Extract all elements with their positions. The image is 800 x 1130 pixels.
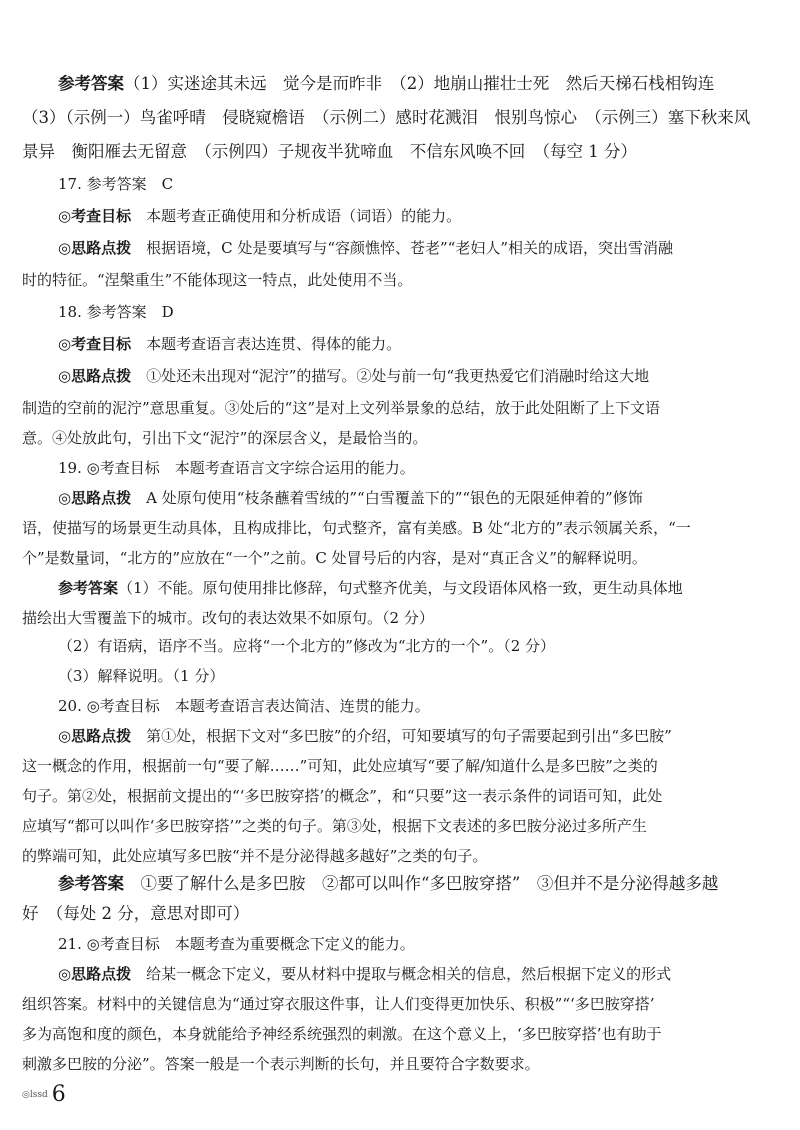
text-line (58, 173, 782, 195)
text-line (22, 755, 782, 777)
line-text: 应填写“都可以叫作‘多巴胺穿搭’”之类的句子。第③处，根据下文表述的多巴胺分泌过多所产生 (22, 817, 647, 835)
label-keyword: ◎思路点拨 (58, 489, 132, 507)
line-text: （3）（示例一）鸟雀呼晴 侵晓窥檐语 （示例二）感时花溅泪 恨别鸟惊心 （示例三）塞下秋来风 (22, 108, 751, 127)
text-line (22, 903, 782, 925)
footer-mark: ◎lssd (22, 1090, 48, 1100)
line-text: 组织答案。材料中的关键信息为“通过穿衣服这件事，让人们变得更加快乐、积极”“‘多巴胺穿搭’ (22, 995, 655, 1013)
text-line (58, 695, 782, 717)
line-text: （3）解释说明。（1 分） (58, 667, 225, 685)
line-text: 21. ◎考查目标 本题考查为重要概念下定义的能力。 (58, 935, 415, 953)
text-line (58, 577, 782, 599)
text-line (58, 963, 782, 985)
line-text: 刺激多巴胺的分泌”。答案一般是一个表示判断的长句，并且要符合字数要求。 (22, 1055, 540, 1073)
text-line (58, 725, 782, 747)
text-line (58, 365, 782, 387)
text-line (58, 665, 782, 687)
text-line (58, 73, 782, 95)
label-keyword: ◎思路点拨 (58, 239, 132, 257)
line-text: （1）实迷途其未远 觉今是而昨非 （2）地崩山摧壮士死 然后天梯石栈相钩连 (124, 74, 715, 93)
text-line (58, 635, 782, 657)
label-keyword: 参考答案 (58, 579, 119, 597)
label-keyword: ◎考查目标 (58, 335, 132, 353)
text-line (22, 993, 782, 1015)
line-text: 时的特征。“涅槃重生”不能体现这一特点，此处使用不当。 (22, 271, 413, 289)
label-keyword: ◎思路点拨 (58, 727, 132, 745)
text-line (22, 547, 782, 569)
line-text: 19. ◎考查目标 本题考查语言文字综合运用的能力。 (58, 459, 415, 477)
line-text: 语，使描写的场景更生动具体，且构成排比，句式整齐，富有美感。B 处“北方的”表示领属关系，“一 (22, 519, 691, 537)
label-keyword: ◎思路点拨 (58, 367, 132, 385)
line-text: 17. 参考答案 C (58, 175, 174, 193)
line-text: 描绘出大雪覆盖下的城市。改句的表达效果不如原句。（2 分） (22, 609, 434, 627)
text-line (22, 107, 782, 129)
line-text: 18. 参考答案 D (58, 303, 174, 321)
text-line (58, 457, 782, 479)
text-line (22, 607, 782, 629)
label-keyword: ◎思路点拨 (58, 965, 132, 983)
label-keyword: 参考答案 (58, 74, 124, 93)
line-text: 第①处，根据下文对“多巴胺”的介绍，可知要填写的句子需要起到引出“多巴胺” (131, 727, 672, 745)
text-line (22, 785, 782, 807)
line-text: 本题考查语言表达连贯、得体的能力。 (131, 335, 402, 353)
text-line (58, 873, 782, 895)
line-text: 个”是数量词，“北方的”应放在“一个”之前。C 处冒号后的内容，是对“真正含义”的解释说明。 (22, 549, 647, 567)
text-line (22, 1053, 782, 1075)
line-text: 句子。第②处，根据前文提出的“‘多巴胺穿搭’的概念”，和“只要”这一表示条件的词语可知，此处 (22, 787, 663, 805)
text-line (22, 397, 782, 419)
line-text: 给某一概念下定义，要从材料中提取与概念相关的信息，然后根据下定义的形式 (131, 965, 672, 983)
line-text: （1）不能。原句使用排比修辞，句式整齐优美，与文段语体风格一致，更生动具体地 (118, 579, 683, 597)
text-line (58, 301, 782, 323)
line-text: （2）有语病，语序不当。应将“一个北方的”修改为“北方的一个”。（2 分） (58, 637, 556, 655)
line-text: 本题考查正确使用和分析成语（词语）的能力。 (131, 207, 462, 225)
text-line (22, 517, 782, 539)
line-text: A 处原句使用“枝条蘸着雪绒的”“白雪覆盖下的”“银色的无限延伸着的”修饰 (131, 489, 643, 507)
text-line (58, 933, 782, 955)
line-text: 多为高饱和度的颜色，本身就能给予神经系统强烈的刺激。在这个意义上，‘多巴胺穿搭’也有助于 (22, 1025, 662, 1043)
line-text: 景异 衡阳雁去无留意 （示例四）子规夜半犹啼血 不信东风唤不回 （每空 1 分） (22, 142, 637, 161)
text-line (22, 269, 782, 291)
text-line (22, 815, 782, 837)
line-text: ①处还未出现对“泥泞”的描写。②处与前一句“我更热爱它们消融时给这大地 (131, 367, 650, 385)
line-text: 根据语境，C 处是要填写与“容颜憔悴、苍老”“老妇人”相关的成语，突出雪消融 (131, 239, 674, 257)
page-number-text: 6 (51, 1082, 66, 1107)
line-text: 20. ◎考查目标 本题考查语言表达简洁、连贯的能力。 (58, 697, 430, 715)
text-line (22, 427, 782, 449)
line-text: 制造的空前的泥泞”意思重复。③处后的“这”是对上文列举景象的总结，放于此处阻断了上下文语 (22, 399, 661, 417)
line-text: 这一概念的作用，根据前一句“要了解……”可知，此处应填写“要了解/知道什么是多巴胺”之类的 (22, 757, 658, 775)
text-line (58, 237, 782, 259)
line-text: 意。④处放此句，引出下文“泥泞”的深层含义，是最恰当的。 (22, 429, 428, 447)
text-line (22, 141, 782, 163)
text-line (58, 205, 782, 227)
page-number (22, 1082, 66, 1108)
line-text: ①要了解什么是多巴胺 ②都可以叫作“多巴胺穿搭” ③但并不是分泌得越多越 (124, 874, 719, 893)
text-line (22, 845, 782, 867)
text-line (58, 333, 782, 355)
label-keyword: ◎考查目标 (58, 207, 132, 225)
line-text: 好 （每处 2 分，意思对即可） (22, 904, 250, 923)
text-line (22, 1023, 782, 1045)
line-text: 的弊端可知，此处应填写多巴胺“并不是分泌得越多越好”之类的句子。 (22, 847, 488, 865)
text-line (58, 487, 782, 509)
label-keyword: 参考答案 (58, 874, 124, 893)
